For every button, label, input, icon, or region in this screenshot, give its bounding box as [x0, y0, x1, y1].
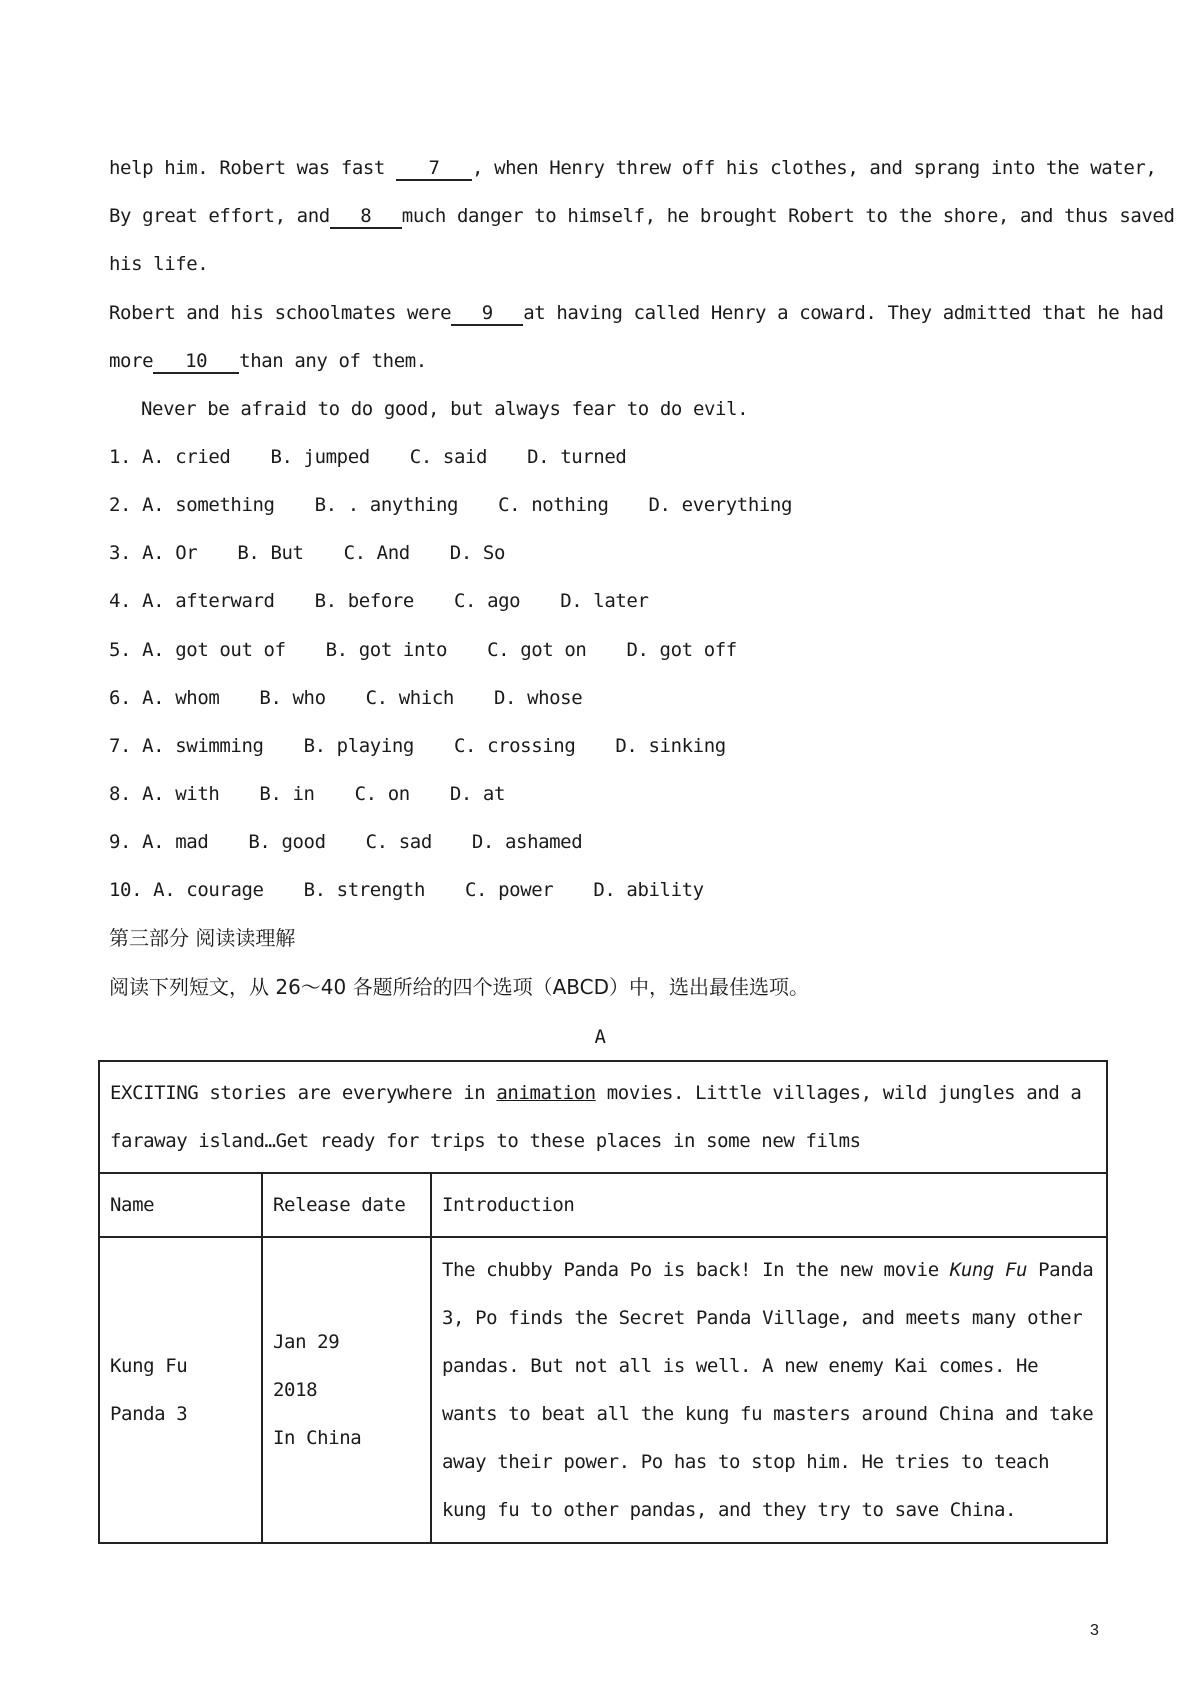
movie-table [98, 1060, 1108, 1544]
underlined-word: animation [496, 1082, 596, 1104]
option-d: D. So [449, 542, 505, 564]
option-c: C. crossing [453, 735, 576, 757]
question-9 [109, 833, 582, 852]
option-b: B. in [259, 783, 315, 805]
option-c: C. nothing [498, 494, 609, 516]
option-d: D. at [449, 783, 506, 805]
section-title: 第三部分 阅读读理解 [109, 926, 296, 950]
header-introduction: Introduction [431, 1173, 1107, 1237]
option-b: B. before [314, 590, 414, 612]
question-number: 3. [109, 542, 132, 564]
option-d: D. sinking [615, 735, 726, 757]
option-a: A. mad [142, 831, 209, 853]
option-c: C. power [465, 879, 554, 901]
option-d: D. later [560, 590, 649, 612]
option-b: B. . anything [314, 494, 459, 516]
passage-text: Robert and his schoolmates were [109, 302, 452, 324]
option-b: B. But [237, 542, 304, 564]
question-number: 8. [109, 783, 132, 805]
cell-release-date [262, 1237, 431, 1543]
table-row [99, 1237, 1107, 1543]
question-number: 6. [109, 687, 132, 709]
option-a: A. swimming [142, 735, 264, 757]
header-name: Name [99, 1173, 262, 1237]
question-number: 4. [109, 590, 132, 612]
option-c: C. And [343, 542, 410, 564]
passage-text: at having called Henry a coward. They admitted that he had [523, 302, 1164, 324]
question-number: 7. [109, 735, 132, 757]
release-date-day: Jan 29 [273, 1331, 340, 1353]
passage-line-6: Never be afraid to do good, but always fear to do evil. [141, 398, 749, 420]
passage-line-1 [109, 159, 1156, 181]
option-b: B. who [259, 687, 326, 709]
question-number: 5. [109, 639, 132, 661]
passage-line-5 [109, 352, 427, 374]
passage-text: help him. Robert was fast [109, 157, 397, 179]
passage-text: , when Henry threw off his clothes, and sprang into the water, [472, 157, 1157, 179]
table-intro-row [99, 1061, 1107, 1173]
option-d: D. everything [648, 494, 793, 516]
question-3 [109, 544, 505, 563]
option-d: D. turned [527, 446, 627, 468]
intro-text: The chubby Panda Po is back! In the new movie [442, 1259, 950, 1281]
section-instruction: 阅读下列短文，从 26～40 各题所给的四个选项（ABCD）中，选出最佳选项。 [109, 975, 810, 999]
option-a: A. Or [142, 542, 198, 564]
table-intro-cell [99, 1061, 1107, 1173]
passage-text: than any of them. [239, 350, 427, 372]
option-c: C. which [365, 687, 454, 709]
question-5 [109, 641, 737, 660]
option-a: A. afterward [142, 590, 275, 612]
option-c: C. got on [487, 639, 587, 661]
option-d: D. ashamed [471, 831, 583, 853]
option-b: B. good [248, 831, 326, 853]
option-d: D. got off [626, 639, 737, 661]
question-1 [109, 448, 626, 467]
italic-text: Kung Fu [949, 1259, 1028, 1281]
passage-line-3: his life. [109, 253, 209, 275]
blank-8: 8 [330, 207, 402, 229]
blank-9: 9 [451, 304, 523, 326]
option-a: A. cried [142, 446, 231, 468]
option-d: D. whose [493, 687, 583, 709]
question-6 [109, 689, 582, 708]
passage-line-4 [109, 304, 1163, 326]
question-number: 10. [109, 879, 143, 901]
option-c: C. on [354, 783, 410, 805]
question-number: 9. [109, 831, 132, 853]
passage-label: A [594, 1026, 606, 1048]
option-b: B. strength [303, 879, 425, 901]
question-4 [109, 592, 649, 611]
header-release-date: Release date [262, 1173, 431, 1237]
option-c: C. sad [365, 831, 432, 853]
question-number: 2. [109, 494, 132, 516]
passage-text: By great effort, and [109, 205, 330, 227]
option-b: B. playing [303, 735, 414, 757]
option-a: A. something [142, 494, 275, 516]
passage-line-2 [109, 207, 1175, 229]
option-c: C. ago [453, 590, 521, 612]
intro-text: movies. Little villages, wild jungles and a faraway island…Get ready for trips to these places in some new films [110, 1082, 1082, 1152]
option-a: A. with [142, 783, 220, 805]
option-b: B. jumped [270, 446, 370, 468]
option-c: C. said [409, 446, 488, 468]
intro-text: EXCITING stories are everywhere in [110, 1082, 497, 1104]
release-location: In China [273, 1427, 362, 1449]
passage-text: more [109, 350, 154, 372]
cell-introduction [431, 1237, 1107, 1543]
option-a: A. whom [142, 687, 220, 709]
option-a: A. got out of [142, 639, 286, 661]
cell-name: Kung Fu Panda 3 [99, 1237, 262, 1543]
table-header-row [99, 1173, 1107, 1237]
intro-text: Panda 3, Po finds the Secret Panda Village, and meets many other pandas. But not all is well. A new enemy Kai comes. He wants to beat all the kung fu masters around China and take away their power. Po has to stop him. He tries to teach kung fu to other pandas, and they try to save China. [442, 1259, 1094, 1521]
release-date-year: 2018 [273, 1379, 318, 1401]
blank-10: 10 [153, 352, 239, 374]
question-number: 1. [109, 446, 132, 468]
question-7 [109, 737, 726, 756]
option-d: D. ability [593, 879, 704, 901]
passage-text: much danger to himself, he brought Robert to the shore, and thus saved [401, 205, 1175, 227]
blank-7: 7 [396, 159, 472, 181]
option-a: A. courage [153, 879, 264, 901]
question-10 [109, 881, 704, 900]
question-8 [109, 785, 505, 804]
page-number: 3 [1090, 1622, 1099, 1639]
option-b: B. got into [325, 639, 448, 661]
question-2 [109, 496, 792, 515]
